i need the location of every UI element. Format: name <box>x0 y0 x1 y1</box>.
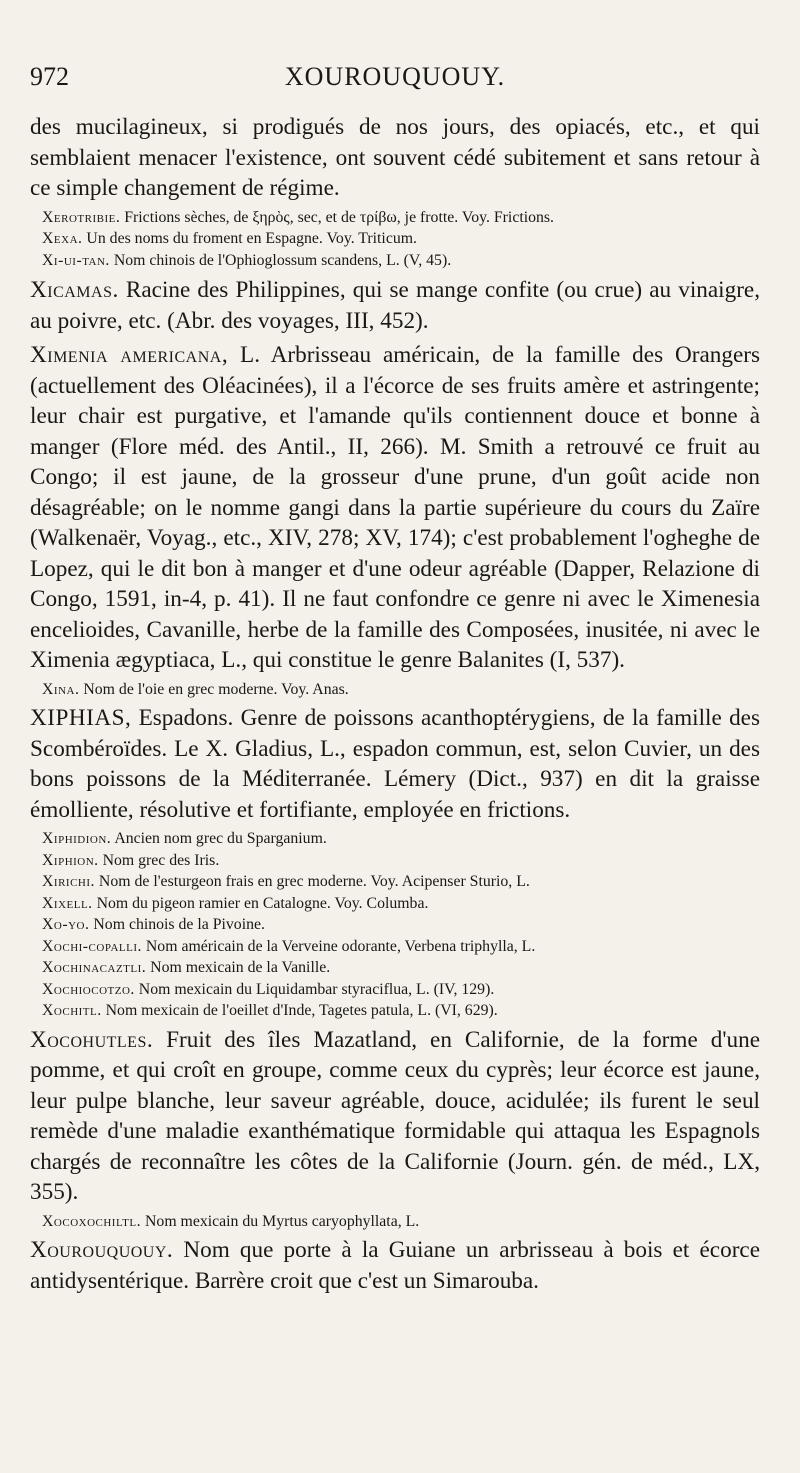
entry-xocohutles: Xocohutles. Fruit des îles Mazatland, en Californie, de la forme d'une pomme, et qui croît en groupe, comme ceux du cyprès; leur écorce est jaune, leur pulpe blanche, leur saveur agréable, douce, acidulée; ils furent le seul remède d'une maladie exanthématique formidable qui attaqua les Espagnols chargés de reconnaître les côtes de la Californie (Journ. gén. de méd., LX, 355). <box>30 1026 760 1205</box>
entry-xiphidion: Xiphidion. Ancien nom grec du Sparganium. <box>42 830 327 847</box>
entry-xerotribie: Xerotribie. Frictions sèches, de ξηρὸς, sec, et de τρίβω, je frotte. Voy. Frictions. <box>42 208 555 226</box>
entry-xourouquouy: Xourouquouy. Nom que porte à la Guiane un arbrisseau à bois et écorce antidysentérique. Barrère croit que c'est un Simarouba. <box>30 1237 760 1294</box>
entry-xochinacaztli: Xochinacaztli. Nom mexicain de la Vanille. <box>42 959 331 976</box>
entry-xixell: Xixell. Nom du pigeon ramier en Catalogne. Voy. Columba. <box>42 894 429 912</box>
page-header <box>30 62 760 102</box>
entry-xiphion: Xiphion. Nom grec des Iris. <box>42 851 220 869</box>
entry-xina: Xina. Nom de l'oie en grec moderne. Voy. Anas. <box>42 680 349 698</box>
entry-xocoxochiltl: Xocoxochiltl. Nom mexicain du Myrtus caryophyllata, L. <box>42 1212 420 1230</box>
entry-xochi-copalli: Xochi-copalli. Nom américain de la Verveine odorante, Verbena triphylla, L. <box>42 937 536 955</box>
entry-xicamas: Xicamas. Racine des Philippines, qui se mange confite (ou crue) au vinaigre, au poivre, etc. (Abr. des voyages, III, 452). <box>30 277 760 334</box>
page-number: 972 <box>30 62 69 91</box>
entry-continuation: des mucilagineux, si prodigués de nos jours, des opiacés, etc., et qui semblaient menacer l'existence, ont souvent cédé subitement et sans retour à ce simple changement de régime. <box>30 114 760 201</box>
entry-xiphias: XIPHIAS, Espadons. Genre de poissons acanthoptérygiens, de la famille des Scombéroïdes. Le X. Gladius, L., espadon commun, est, selon Cuvier, un des bons poissons de la Méditerranée. Lémery (Dict., 937) en dit la graisse émolliente, résolutive et fortifiante, employée en frictions. <box>30 705 760 823</box>
entry-xo-yo: Xo-yo. Nom chinois de la Pivoine. <box>42 916 265 933</box>
entry-xochiocotzo: Xochiocotzo. Nom mexicain du Liquidambar styraciflua, L. (IV, 129). <box>42 980 495 998</box>
entry-xirichi: Xirichi. Nom de l'esturgeon frais en grec moderne. Voy. Acipenser Sturio, L. <box>42 873 530 890</box>
entry-ximenia-americana: Ximenia americana, L. Arbrisseau américain, de la famille des Orangers (actuellement des Oléacinées), il a l'écorce de ses fruits amère et astringente; leur chair est purgative, et l'amande qu'ils contiennent douce et bonne à manger (Flore méd. des Antil., II, 266). M. Smith a retrouvé ce fruit au Congo; il est jaune, de la grosseur d'une prune, d'un goût acide non désagréable; on le nomme gangi dans la partie supérieure du cours du Zaïre (Walkenaër, Voyag., etc., XIV, 278; XV, 174); c'est probablement l'ogheghe de Lopez, qui le dit bon à manger et d'une odeur agréable (Dapper, Relazione di Congo, 1591, in-4, p. 41). Il ne faut confondre ce genre ni avec le Ximenesia encelioides, Cavanille, herbe de la famille des Composées, inusitée, ni avec le Ximenia ægyptiaca, L., qui constitue le genre Balanites (I, 537). <box>30 342 760 673</box>
entry-xexa: Xexa. Un des noms du froment en Espagne. Voy. Triticum. <box>42 230 417 247</box>
entry-xi-ui-tan: Xi-ui-tan. Nom chinois de l'Ophioglossum scandens, L. (V, 45). <box>42 251 452 269</box>
entry-xochitl: Xochitl. Nom mexicain de l'oeillet d'Inde, Tagetes patula, L. (VI, 629). <box>42 1002 498 1019</box>
running-title: XOUROUQUOUY. <box>284 62 506 91</box>
